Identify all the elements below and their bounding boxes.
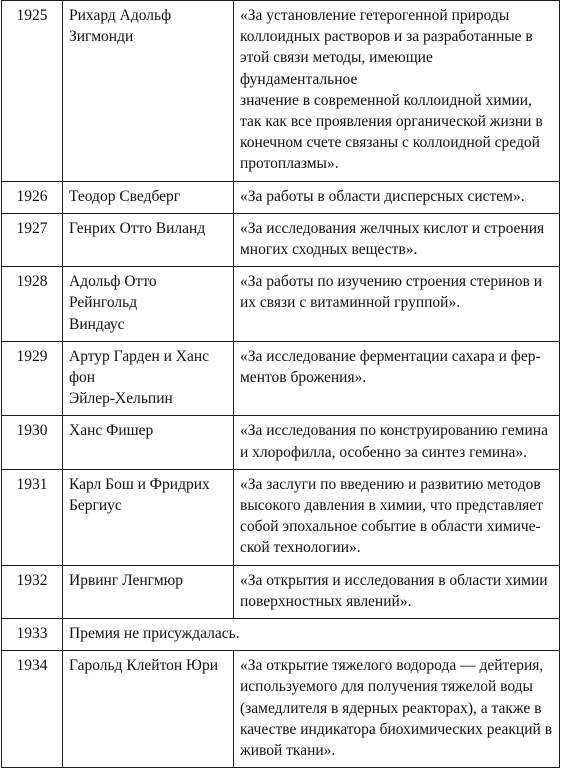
table-row xyxy=(2,416,560,469)
year-text: 1933 xyxy=(16,625,48,643)
laureate-cell xyxy=(63,651,234,768)
year-cell xyxy=(2,651,63,768)
citation-cell xyxy=(234,181,560,213)
table-row xyxy=(2,565,560,618)
citation-text: «За установление гетерогенной природы коллоидных растворов и за разработанные в этой связи методы, имеющие фундаментальное значение в современной коллоидной химии, так как все проявления органической жизни в конечном счете связаны с коллоидной средой протоплазмы». xyxy=(240,7,543,173)
table-row xyxy=(2,267,560,342)
laureate-name: Гарольд Клейтон Юри xyxy=(69,657,219,675)
laureate-name: Ханс Фишер xyxy=(69,422,154,440)
no-award-note: Премия не присуждалась. xyxy=(69,625,240,643)
year-cell xyxy=(2,267,63,342)
year-text: 1927 xyxy=(16,219,48,237)
citation-cell xyxy=(234,651,560,768)
laureate-cell xyxy=(63,181,234,213)
citation-cell xyxy=(234,469,560,565)
year-text: 1931 xyxy=(16,475,48,493)
year-cell xyxy=(2,181,63,213)
citation-cell xyxy=(234,267,560,342)
citation-text: «За исследования желчных кислот и строения многих сходных веществ». xyxy=(240,219,545,259)
citation-cell xyxy=(234,416,560,469)
citation-text: «За исследование ферментации сахара и фер- ментов брожения». xyxy=(240,347,541,387)
citation-cell xyxy=(234,213,560,266)
laureate-cell xyxy=(63,1,234,182)
nobel-laureates-table xyxy=(1,0,560,768)
year-cell xyxy=(2,213,63,266)
year-cell xyxy=(2,619,63,651)
citation-text: «За работы по изучению строения стеринов и их связи с витаминной группой». xyxy=(240,273,542,312)
laureate-name: Генрих Отто Виланд xyxy=(69,219,206,237)
citation-cell xyxy=(234,565,560,618)
citation-cell xyxy=(234,341,560,416)
laureate-cell xyxy=(63,416,234,469)
table-row xyxy=(2,213,560,266)
laureate-name: Рихард Адольф Зигмонди xyxy=(69,7,172,46)
citation-text: «За открытия и исследования в области химии поверхностных явлений». xyxy=(240,571,548,610)
table-row xyxy=(2,651,560,768)
year-cell xyxy=(2,416,63,469)
year-cell xyxy=(2,565,63,618)
laureate-cell xyxy=(63,565,234,618)
year-text: 1925 xyxy=(16,7,48,24)
year-text: 1932 xyxy=(16,571,48,589)
table-row xyxy=(2,619,560,651)
table-row xyxy=(2,1,560,182)
year-text: 1929 xyxy=(16,347,48,365)
table-row xyxy=(2,341,560,416)
year-cell xyxy=(2,341,63,416)
table-row xyxy=(2,469,560,565)
citation-text: «За работы в области дисперсных систем». xyxy=(240,187,525,205)
laureate-cell xyxy=(63,469,234,565)
year-text: 1934 xyxy=(16,657,48,675)
year-text: 1926 xyxy=(16,187,48,205)
laureate-name: Адольф Отто Рейнгольд Виндаус xyxy=(69,273,157,333)
citation-cell xyxy=(234,1,560,182)
year-cell xyxy=(2,1,63,182)
no-award-note-cell xyxy=(63,619,560,651)
citation-text: «За исследования по конструированию гемина и хлорофилла, особенно за синтез гемина». xyxy=(240,422,548,461)
laureate-name: Карл Бош и Фридрих Бергиус xyxy=(69,475,210,515)
laureate-name: Теодор Сведберг xyxy=(69,187,181,205)
citation-text: «За открытие тяжелого водорода — дейтерия, используемого для получения тяжелой воды (замедлителя в ядерных реакторах), а также в качестве индикатора биохимических реакций в живой ткани». xyxy=(240,657,553,760)
laureate-name: Артур Гарден и Ханс фон Эйлер-Хельпин xyxy=(69,347,210,408)
laureate-cell xyxy=(63,213,234,266)
laureate-cell xyxy=(63,267,234,342)
table-row xyxy=(2,181,560,213)
year-text: 1928 xyxy=(16,273,48,291)
laureate-cell xyxy=(63,341,234,416)
year-text: 1930 xyxy=(16,422,48,440)
citation-text: «За заслуги по введению и развитию методов высокого давления в химии, что представляет собой эпохальное событие в области химиче- ской технологии». xyxy=(240,475,543,557)
laureate-name: Ирвинг Ленгмюр xyxy=(69,571,183,589)
year-cell xyxy=(2,469,63,565)
